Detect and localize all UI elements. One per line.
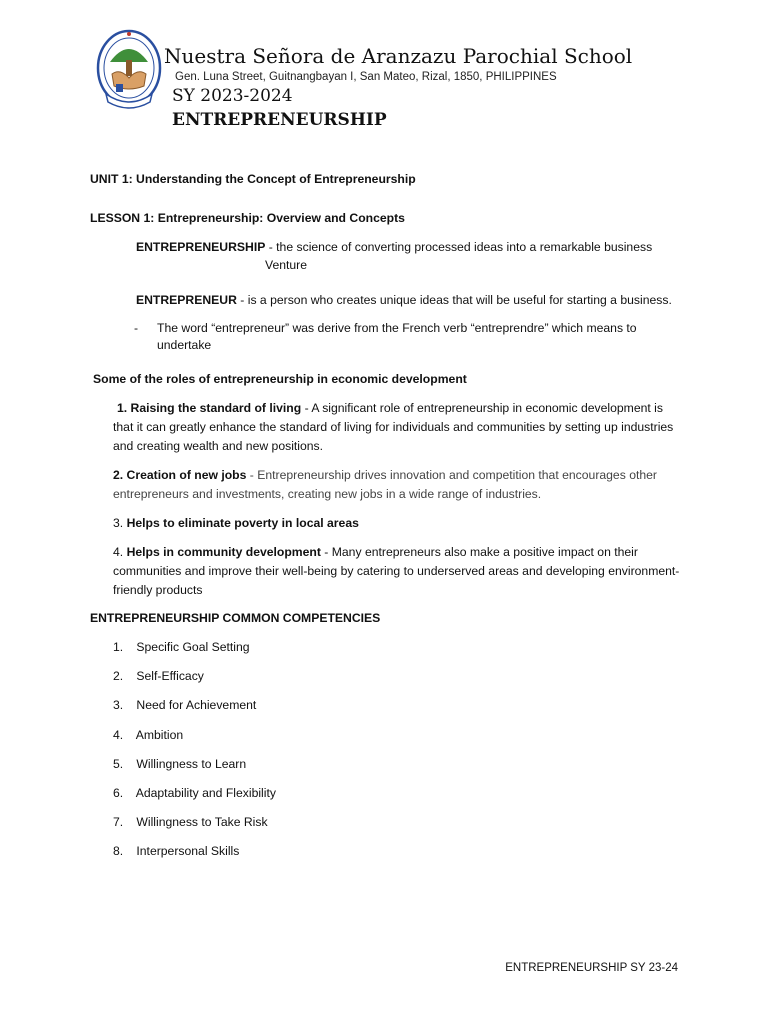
competency-number: 2. (113, 669, 124, 683)
definition-term: ENTREPRENEURSHIP (136, 240, 266, 254)
bullet-marker: - (134, 321, 139, 335)
competency-number: 1. (113, 640, 124, 654)
role-prefix: 4. (113, 545, 127, 559)
role-text: - A significant role of entrepreneurship in economic development is that it can greatly enhance the standard of living for individuals and communities by setting up industries and creating wealth and new positions. (113, 401, 674, 453)
definition-term: ENTREPRENEUR (136, 293, 237, 307)
school-seal-icon (96, 28, 162, 116)
role-text: - Entrepreneurship drives innovation and competition that encourages other entrepreneurs and investments, creating new jobs in a wide range of industries. (113, 468, 657, 501)
competency-item (113, 696, 256, 715)
role-text: - Many entrepreneurs also make a positive impact on their communities and improve their well-being by catering to underserved areas and developing environment-friendly products (113, 545, 680, 597)
competency-label: Ambition (135, 728, 184, 742)
subject-title: ENTREPRENEURSHIP (172, 110, 387, 130)
role-item-4 (113, 543, 685, 600)
competency-label: Need for Achievement (136, 698, 257, 712)
role-prefix: 3. (113, 516, 127, 530)
competency-label: Self-Efficacy (136, 669, 204, 683)
competency-label: Adaptability and Flexibility (135, 786, 276, 800)
lesson-title-text: LESSON 1: Entrepreneurship: Overview and Concepts (90, 211, 405, 225)
role-item-1 (113, 399, 685, 456)
page-footer: ENTREPRENEURSHIP SY 23-24 (505, 962, 678, 974)
role-label: Helps in community development (126, 545, 321, 559)
role-label: 1. Raising the standard of living (117, 401, 302, 415)
competency-item (113, 726, 183, 745)
lesson-title (90, 209, 405, 228)
competency-item (113, 638, 250, 657)
roles-heading: Some of the roles of entrepreneurship in economic development (93, 372, 467, 386)
competency-number: 7. (113, 815, 124, 829)
definition-text: - the science of converting processed ideas into a remarkable business (265, 240, 653, 254)
competency-label: Willingness to Take Risk (136, 815, 268, 829)
competency-item (113, 842, 239, 861)
bullet-text-line1: The word “entrepreneur” was derive from the French verb “entreprendre” which means to (157, 321, 637, 335)
school-name: Nuestra Señora de Aranzazu Parochial School (164, 44, 633, 68)
competency-number: 4. (113, 728, 124, 742)
role-label: 2. Creation of new jobs (113, 468, 247, 482)
role-label: Helps to eliminate poverty in local areas (126, 516, 359, 530)
definition-entrepreneurship (136, 238, 652, 257)
school-address: Gen. Luna Street, Guitnangbayan I, San Mateo, Rizal, 1850, PHILIPPINES (175, 71, 557, 83)
definition-entrepreneur (136, 291, 672, 310)
competencies-heading: ENTREPRENEURSHIP COMMON COMPETENCIES (90, 611, 381, 625)
unit-title: UNIT 1: Understanding the Concept of Entrepreneurship (90, 172, 416, 186)
competency-item (113, 755, 246, 774)
role-item-3 (113, 514, 359, 533)
competency-number: 8. (113, 844, 124, 858)
competency-number: 5. (113, 757, 124, 771)
competency-label: Willingness to Learn (136, 757, 247, 771)
bullet-text-line2: undertake (157, 338, 212, 352)
school-year: SY 2023-2024 (172, 86, 293, 106)
competency-item (113, 667, 204, 686)
competency-item (113, 784, 276, 803)
definition-text: - is a person who creates unique ideas that will be useful for starting a business. (236, 293, 672, 307)
competency-number: 3. (113, 698, 124, 712)
definition-continuation: Venture (265, 258, 308, 272)
competency-label: Interpersonal Skills (136, 844, 240, 858)
competency-item (113, 813, 268, 832)
school-seal-logo (96, 28, 162, 116)
competency-number: 6. (113, 786, 124, 800)
competency-label: Specific Goal Setting (136, 640, 250, 654)
role-item-2 (113, 466, 685, 504)
